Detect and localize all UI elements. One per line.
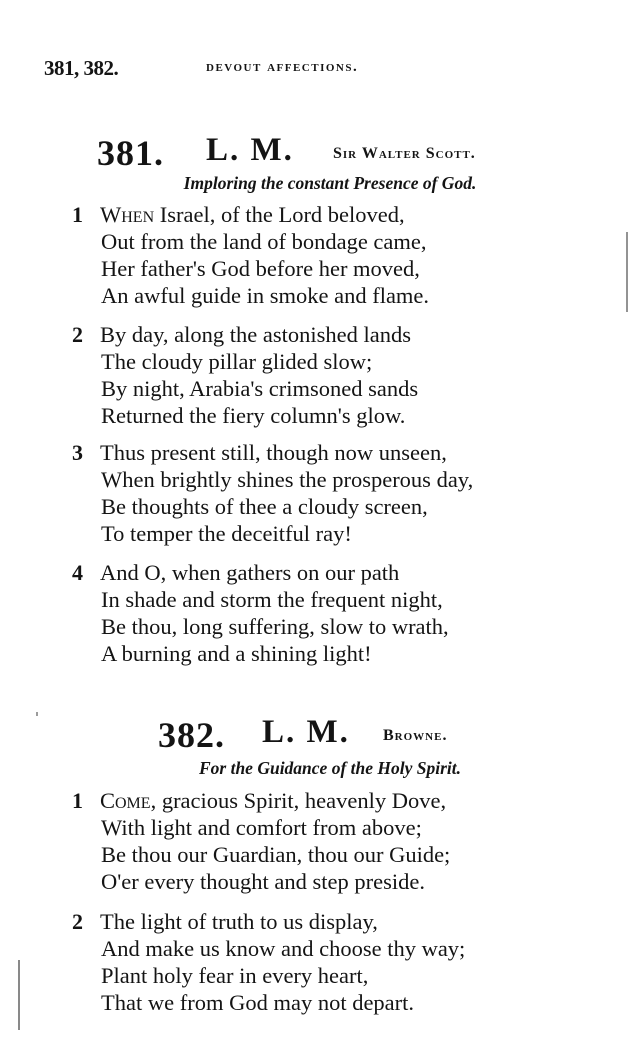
hymn-author: Browne.: [383, 727, 448, 744]
page-numbers: 381, 382.: [44, 56, 119, 80]
scan-edge-mark: [18, 960, 20, 1030]
verse-number: 1: [72, 788, 83, 813]
hymn-subtitle: Imploring the constant Presence of God.: [183, 173, 477, 193]
verse-line: And O, when gathers on our path: [100, 560, 400, 585]
hymn-heading: [0, 714, 640, 758]
verse-line: By night, Arabia's crimsoned sands: [101, 376, 419, 401]
verse-line: With light and comfort from above;: [101, 815, 422, 840]
running-head: [44, 56, 424, 84]
verse-line: Plant holy fear in every heart,: [101, 963, 369, 988]
verse-line: By day, along the astonished lands: [100, 322, 411, 347]
verse-line: Thus present still, though now unseen,: [100, 440, 447, 465]
section-title: devout affections.: [206, 59, 359, 75]
verse-number: 2: [72, 322, 83, 347]
verse-line: That we from God may not depart.: [101, 990, 415, 1015]
hymn-382: [0, 714, 640, 758]
scan-edge-mark: [626, 232, 628, 312]
verse-line: In shade and storm the frequent night,: [101, 587, 443, 612]
hymn-metre: L. M.: [262, 714, 350, 750]
verse-line: O'er every thought and step preside.: [101, 869, 425, 894]
verse-line: Come, gracious Spirit, heavenly Dove,: [100, 788, 447, 813]
verse-number: 4: [72, 560, 83, 585]
hymn-number: 381.: [97, 133, 164, 173]
drop-word: Come: [100, 788, 151, 813]
verse-line: A burning and a shining light!: [101, 641, 372, 666]
verse-line: Be thoughts of thee a cloudy screen,: [101, 494, 428, 519]
verse-line: Be thou our Guardian, thou our Guide;: [101, 842, 451, 867]
verse-line: To temper the deceitful ray!: [101, 521, 352, 546]
verse-line: An awful guide in smoke and flame.: [101, 283, 430, 308]
verse-line: Out from the land of bondage came,: [101, 229, 427, 254]
verse-line: Returned the fiery column's glow.: [101, 403, 406, 428]
hymn-number: 382.: [158, 715, 225, 755]
hymn-heading: [0, 132, 640, 176]
verse-line: When Israel, of the Lord beloved,: [100, 202, 405, 227]
hymn-subtitle: For the Guidance of the Holy Spirit.: [198, 758, 462, 778]
hymn-author: Sir Walter Scott.: [333, 145, 476, 162]
verse-line: When brightly shines the prosperous day,: [101, 467, 474, 492]
verse-line: And make us know and choose thy way;: [101, 936, 466, 961]
hymn-metre: L. M.: [206, 132, 294, 168]
drop-word: When: [100, 202, 155, 227]
verse-line: Be thou, long suffering, slow to wrath,: [101, 614, 449, 639]
verse-line: Her father's God before her moved,: [101, 256, 420, 281]
verse-number: 3: [72, 440, 83, 465]
verse-line: The cloudy pillar glided slow;: [101, 349, 373, 374]
verse-number: 2: [72, 909, 83, 934]
verse-number: 1: [72, 202, 83, 227]
hymn-381: [0, 132, 640, 176]
scan-speck: [36, 712, 38, 716]
verse-line: The light of truth to us display,: [100, 909, 378, 934]
